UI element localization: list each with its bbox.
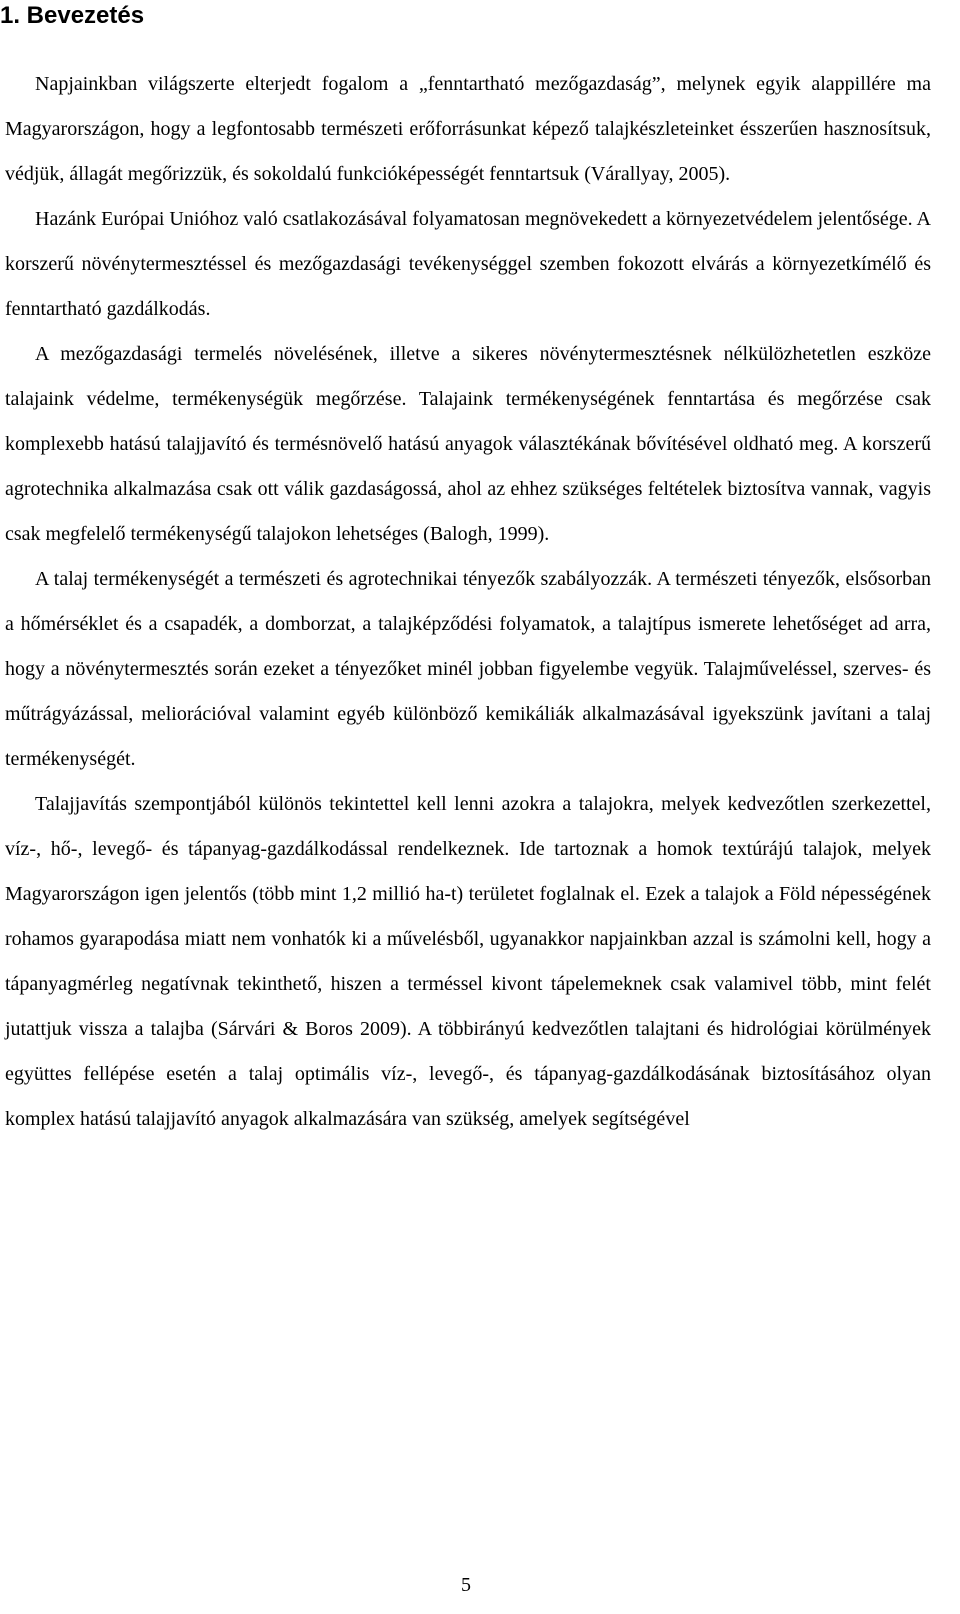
paragraph-5: Talajjavítás szempontjából különös tekintettel kell lenni azokra a talajokra, melyek kedvezőtlen szerkezettel, víz-, hő-, levegő- és tápanyag-gazdálkodással rendelkeznek. Ide tartoznak a homok textúrájú talajok, melyek Magyarországon igen jelentős (több mint 1,2 millió ha-t) területet foglalnak el. Ezek a talajok a Föld népességének rohamos gyarapodása miatt nem vonhatók ki a művelésből, ugyanakkor napjainkban azzal is számolni kell, hogy a tápanyagmérleg negatívnak tekinthető, hiszen a terméssel kivont tápelemeknek csak valamivel több, mint felét jutattjuk vissza a talajba (Sárvári & Boros 2009). A többirányú kedvezőtlen talajtani és hidrológiai körülmények együttes fellépése esetén a talaj optimális víz-, levegő-, és tápanyag-gazdálkodásának biztosításához olyan komplex hatású talajjavító anyagok alkalmazására van szükség, amelyek segítségével	[5, 793, 931, 1130]
section-heading: 1. Bevezetés	[0, 2, 145, 29]
paragraph-3: A mezőgazdasági termelés növelésének, illetve a sikeres növénytermesztésnek nélkülözhetetlen eszköze talajaink védelme, termékenységük megőrzése. Talajaink termékenységének fenntartása és megőrzése csak komplexebb hatású talajjavító és termésnövelő hatású anyagok választékának bővítésével oldható meg. A korszerű agrotechnika alkalmazása csak ott válik gazdaságossá, ahol az ehhez szükséges feltételek biztosítva vannak, vagyis csak megfelelő termékenységű talajokon lehetséges (Balogh, 1999).	[5, 343, 931, 545]
paragraph-2: Hazánk Európai Unióhoz való csatlakozásával folyamatosan megnövekedett a környezetvédelem jelentősége. A korszerű növénytermesztéssel és mezőgazdasági tevékenységgel szemben fokozott elvárás a környezetkímélő és fenntartható gazdálkodás.	[5, 208, 931, 320]
paragraph-1: Napjainkban világszerte elterjedt fogalom a „fenntartható mezőgazdaság”, melynek egyik alappillére ma Magyarországon, hogy a legfontosabb természeti erőforrásunkat képező talajkészleteinket ésszerűen hasznosítsuk, védjük, állagát megőrizzük, és sokoldalú funkcióképességét fenntartsuk (Várallyay, 2005).	[5, 73, 931, 185]
paragraph-4: A talaj termékenységét a természeti és agrotechnikai tényezők szabályozzák. A természeti tényezők, elsősorban a hőmérséklet és a csapadék, a domborzat, a talajképződési folyamatok, a talajtípus ismerete lehetőséget ad arra, hogy a növénytermesztés során ezeket a tényezőket minél jobban figyelembe vegyük. Talajműveléssel, szerves- és műtrágyázással, meliorációval valamint egyéb különböző kemikáliák alkalmazásával igyekszünk javítani a talaj termékenységét.	[5, 568, 931, 770]
body-text	[5, 62, 931, 1142]
page-number: 5	[461, 1574, 471, 1596]
